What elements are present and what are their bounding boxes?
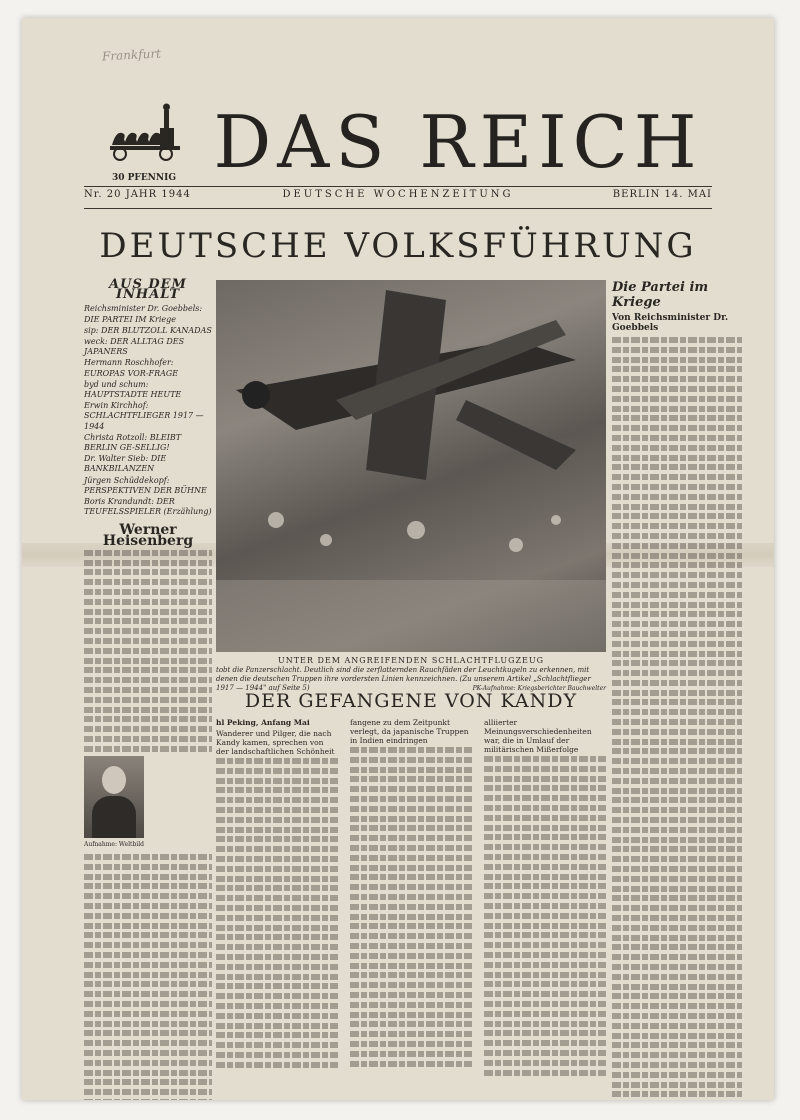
kandy-title: DER GEFANGENE VON KANDY — [244, 690, 578, 712]
price-label: 30 PFENNIG — [112, 173, 177, 183]
inhalt-item: Dr. Walter Sieb: DIE BANKBILANZEN — [84, 454, 167, 474]
main-headline: DEUTSCHE VOLKSFÜHRUNG — [99, 226, 697, 266]
aircraft-illustration — [216, 280, 606, 652]
left-column — [84, 277, 212, 1100]
inhalt-item: byd und schum: HAUPTSTADTE HEUTE — [84, 379, 182, 400]
inhalt-item: Christa Rotzoll: BLEIBT BERLIN GE-SELLIG! — [84, 432, 182, 453]
table-of-contents — [84, 277, 212, 517]
info-bar — [84, 189, 712, 205]
heisenberg-portrait — [84, 756, 144, 838]
inhalt-item: Reichsminister Dr. Goebbels: DIE PARTEI IM Kriege — [84, 304, 203, 324]
kandy-column-2 — [350, 718, 472, 1070]
kandy-lead-text: Wanderer und Pilger, die nach Kandy kamen, sprechen von der landschaftlichen Schönheit — [216, 729, 335, 756]
photo-caption-text: tobt die Panzerschlacht. Deutlich sind die zerflatternden Rauchfäden der Leuchtkugeln zu erkennen, mit denen die deutschen Truppen ihre vordersten Linien kennzeichnen. (Zu unserem Artikel „Schlachtflieger 1917 — 1944" auf Seite 5) — [216, 666, 591, 692]
photo-caption — [216, 666, 606, 693]
rule-bottom — [84, 208, 712, 209]
newspaper-page — [22, 18, 774, 1100]
dateline: BERLIN 14. MAI — [612, 189, 712, 200]
kandy-column-3 — [484, 718, 606, 1079]
partei-title: Die Partei im Kriege — [612, 280, 709, 310]
photo-title: UNTER DEM ANGREIFENDEN SCHLACHTFLUGZEUG — [277, 656, 545, 665]
kandy-dateline: hl Peking, Anfang Mai — [216, 718, 310, 727]
partei-article-text — [612, 337, 742, 1097]
right-column — [612, 280, 742, 1100]
inhalt-item: sip: DER BLUTZOLL KANADAS — [84, 325, 212, 335]
kandy-col3-text — [484, 756, 606, 1076]
inhalt-item: Boris Krandundt: DER TEUFELSSPIELER (Erzählung) — [84, 497, 212, 517]
portrait-credit: Aufnahme: Weltbild — [84, 840, 144, 848]
inhalt-item: Erwin Kirchhof: SCHLACHTFLIEGER 1917 — 1944 — [84, 401, 204, 431]
inhalt-item: weck: DER ALLTAG DES JAPANERS — [84, 337, 185, 357]
kandy-article — [216, 718, 606, 1088]
masthead-title: DAS REICH — [213, 100, 703, 184]
heisenberg-title: Werner Heisenberg — [102, 522, 194, 549]
heisenberg-article-text — [84, 550, 212, 752]
inhalt-item: Hermann Roschhofer: EUROPAS VOR-FRAGE — [84, 358, 179, 378]
heisenberg-article-text-cont — [84, 854, 212, 1100]
kandy-col2-text — [350, 747, 472, 1067]
inhalt-item: Jürgen Schüddekopf: PERSPEKTIVEN DER BÜHNE — [84, 475, 207, 495]
kandy-col2-lead: fangene zu dem Zeitpunkt verlegt, da japanische Truppen in Indien eindringen — [350, 718, 469, 745]
kandy-col3-lead: alliierter Meinungsverschiedenheiten war, die in Umlauf der militärischen Mißerfolge — [484, 718, 592, 754]
main-photo — [216, 280, 606, 652]
handwritten-note: Frankfurt — [101, 46, 162, 64]
partei-author: Von Reichsminister Dr. Goebbels — [612, 313, 729, 333]
rule-top — [84, 186, 712, 187]
kandy-col1-text — [216, 758, 338, 1068]
inhalt-title: AUS DEM INHALT — [109, 277, 187, 303]
issue-number: Nr. 20 JAHR 1944 — [84, 189, 191, 200]
subtitle: DEUTSCHE WOCHENZEITUNG — [282, 189, 514, 200]
photo-credit: PK-Aufnahme: Kriegsberichter Bauchwelter — [472, 685, 606, 692]
kandy-column-1 — [216, 718, 338, 1072]
